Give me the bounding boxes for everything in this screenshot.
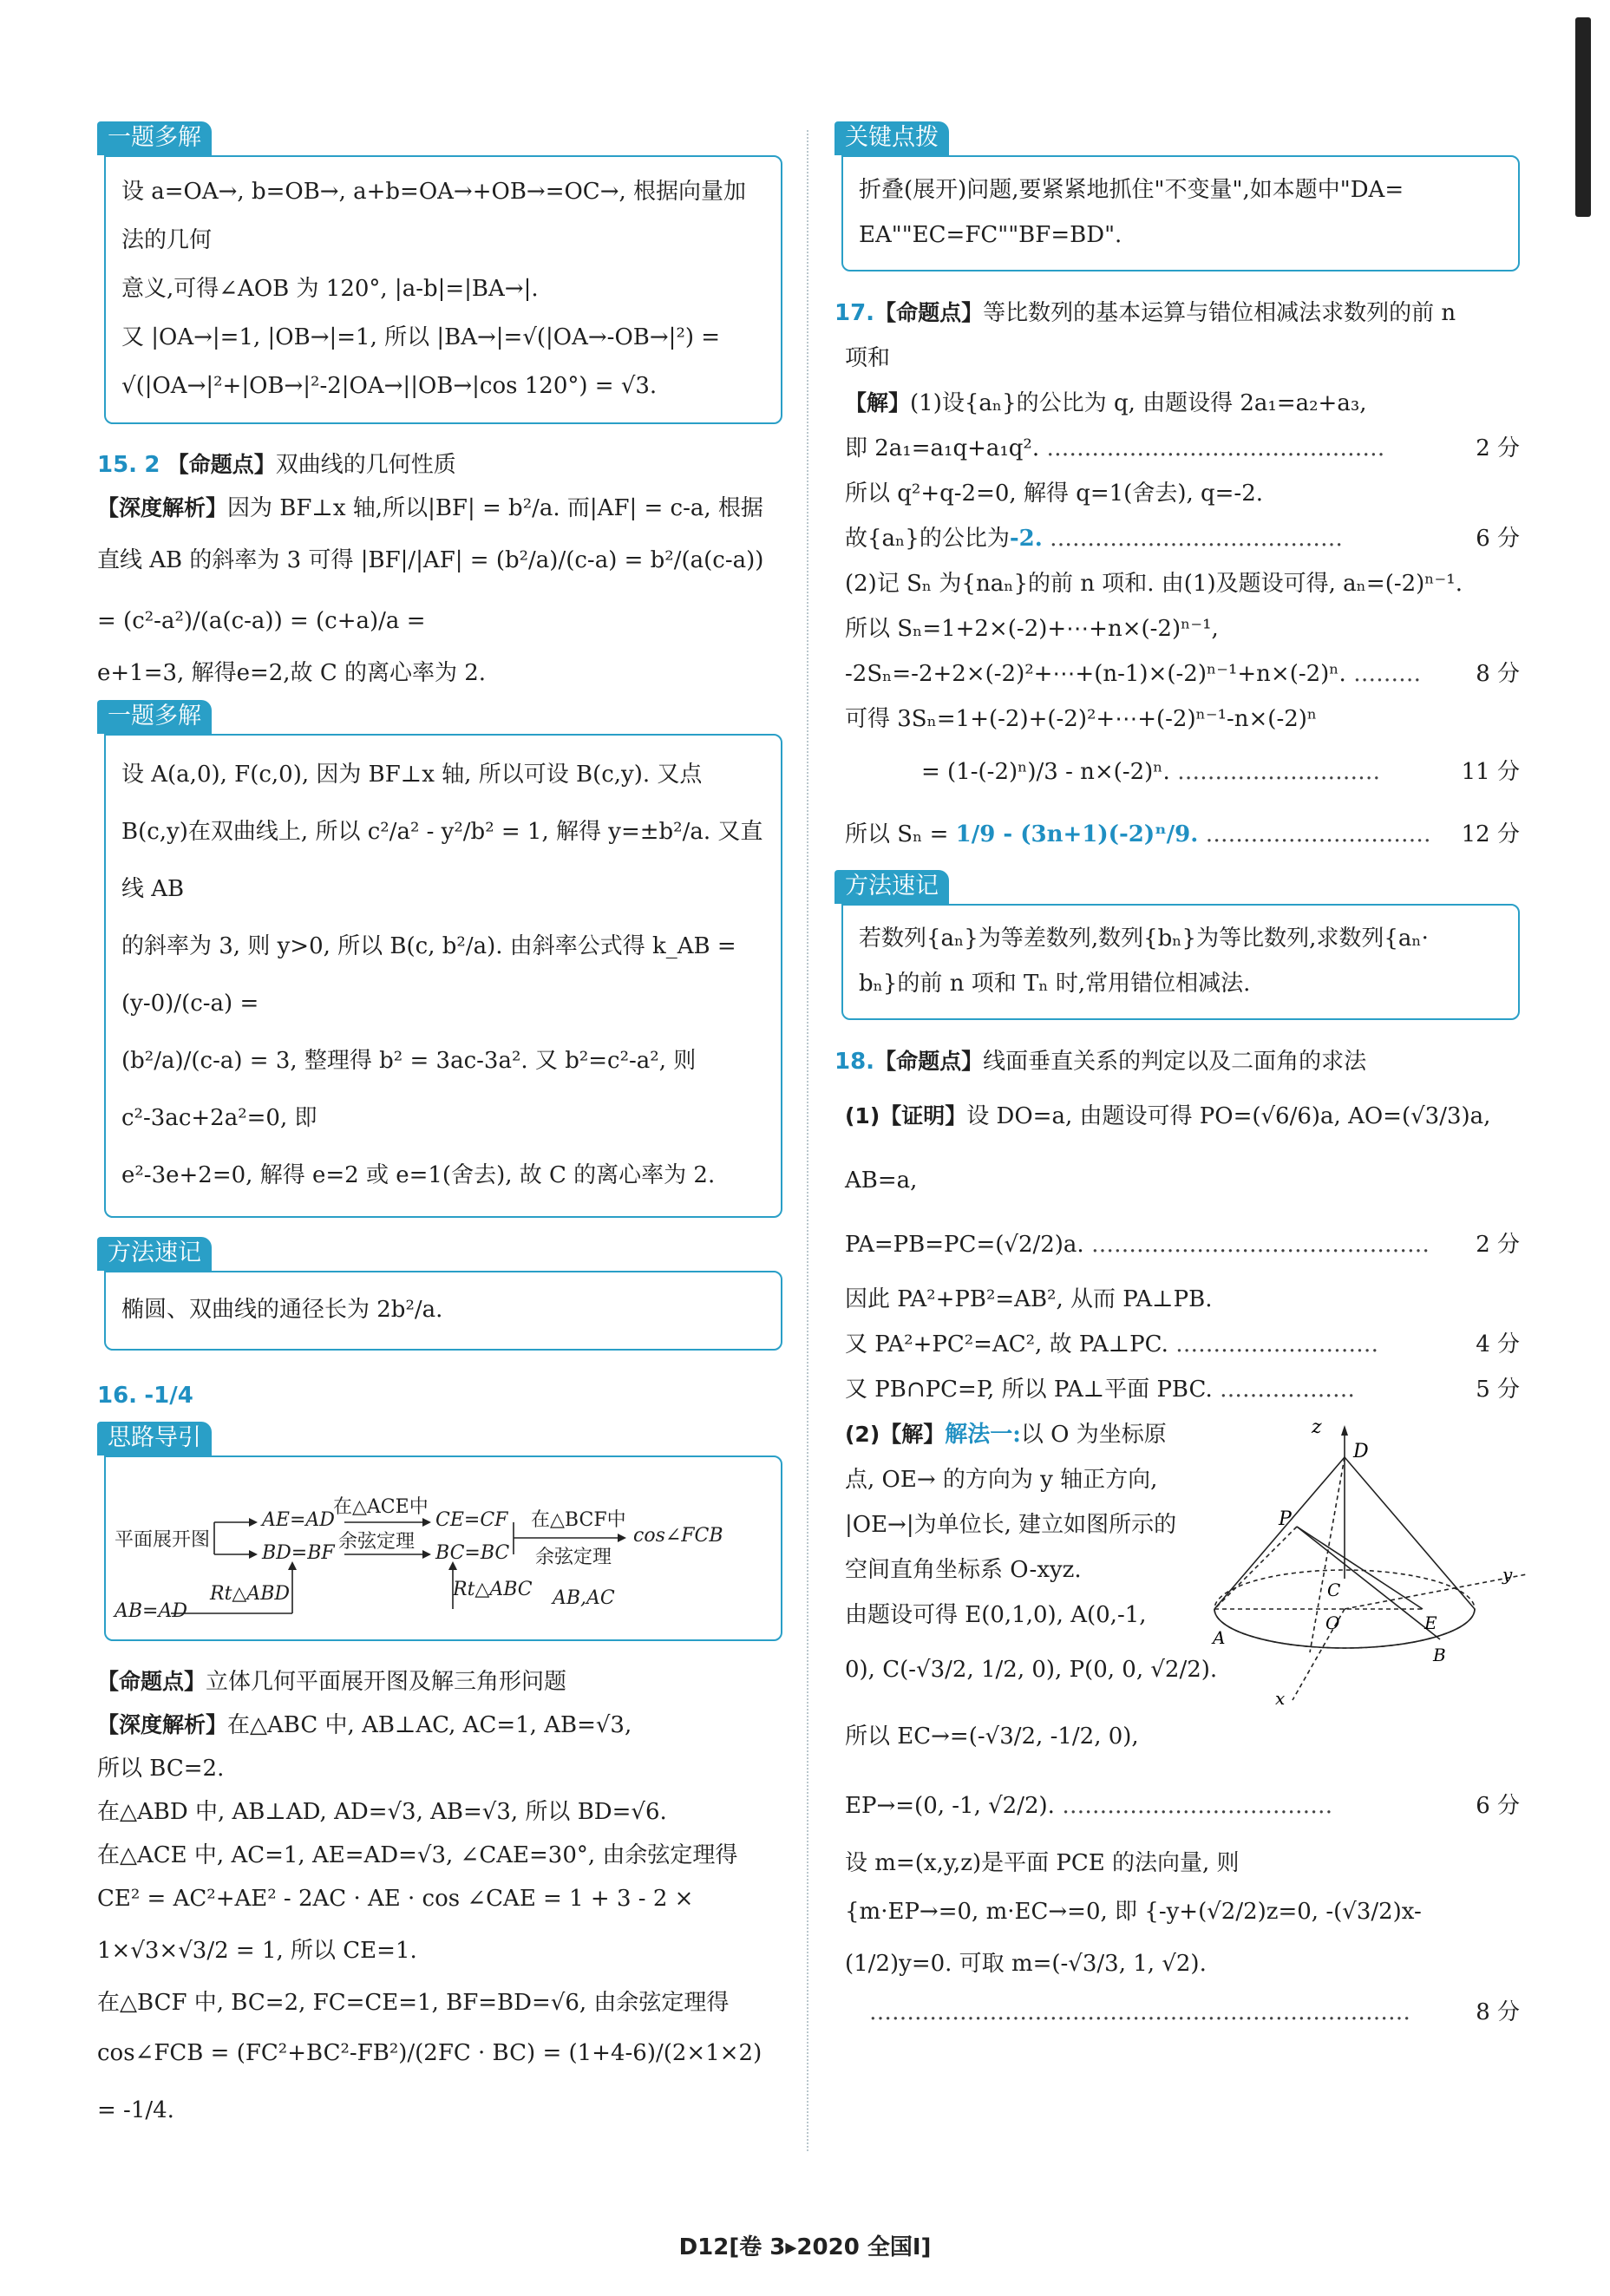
q17-line: 所以 Sₙ = 1/9 - (3n+1)(-2)ⁿ/9. ………………………… 12 分: [834, 802, 1520, 867]
box-line: 椭圆、双曲线的通径长为 2b²/a.: [121, 1297, 443, 1323]
flow-r2: Rt△ABC: [453, 1579, 533, 1600]
q15-analysis-label: 【深度解析】: [97, 495, 228, 520]
flow-a3: AB=AD: [115, 1600, 188, 1622]
q18-line: PA=PB=PC=(√2/2)a. ……………………………………… 2 分: [834, 1213, 1520, 1277]
q18-line: (2)【解】解法一:以 O 为坐标原: [845, 1422, 1167, 1448]
column-divider: [807, 130, 808, 2151]
q16-analysis-label: 【深度解析】: [97, 1712, 228, 1737]
box-tag: 方法速记: [834, 870, 949, 904]
q15-point-label: 【命题点】: [167, 452, 276, 477]
q18-number: 18.: [834, 1049, 875, 1075]
flow-t2b: 余弦定理: [535, 1547, 612, 1568]
q18-line: 又 PB∩PC=P, 所以 PA⊥平面 PBC. ……………… 5 分: [834, 1367, 1520, 1412]
q16-analysis-line: CE² = AC²+AE² - 2AC · AE · cos ∠CAE = 1 + 3 - 2 ×: [97, 1886, 694, 1912]
flow-t1b: 余弦定理: [338, 1531, 416, 1553]
score: 8 分: [1476, 661, 1520, 687]
box-line: EA""EC=FC""BF=BD".: [859, 222, 1122, 248]
q17-point-label: 【命题点】: [874, 300, 984, 325]
cone-figure: [1213, 1416, 1527, 1709]
box-method-2: [834, 870, 1520, 1020]
box-line: 折叠(展开)问题,要紧紧地抓住"不变量",如本题中"DA=: [859, 177, 1404, 203]
flow-a1: AE=AD: [262, 1509, 335, 1531]
q16-point-label: 【命题点】: [97, 1669, 206, 1694]
q16-analysis-line: 【深度解析】在△ABC 中, AB⊥AC, AC=1, AB=√3,: [97, 1712, 632, 1738]
score: 2 分: [1476, 435, 1520, 461]
box-tag: 一题多解: [97, 700, 212, 734]
q18-line: {m·EP→=0, m·EC→=0, 即 {-y+(√2/2)z=0, -(√3/2)x-(1/2)y=0. 可取 m=(-√3/3, 1, √2).: [845, 1899, 1422, 1977]
fig-label-O: O: [1325, 1612, 1340, 1633]
q17-header: [834, 291, 1520, 336]
q17-point-cont: 项和: [845, 345, 891, 371]
question-16: [97, 1370, 782, 2139]
box-line: B(c,y)在双曲线上, 所以 c²/a² - y²/b² = 1, 解得 y=±b²/a. 又直线 AB: [121, 819, 763, 902]
q18-point-label: 【命题点】: [874, 1049, 984, 1074]
fig-label-y: y: [1502, 1564, 1513, 1585]
q16-point-line: [97, 1660, 782, 1704]
flow-result: cos∠FCB: [633, 1525, 723, 1547]
score: 11 分: [1461, 759, 1520, 785]
score: 4 分: [1476, 1331, 1520, 1357]
box-line: √(|OA→|²+|OB→|²-2|OA→||OB→|cos 120°) = √3.: [121, 373, 658, 399]
q18-line: 因此 PA²+PB²=AB², 从而 PA⊥PB.: [845, 1286, 1213, 1312]
score: 12 分: [1461, 821, 1520, 847]
q18-point: 线面垂直关系的判定以及二面角的求法: [983, 1049, 1367, 1075]
fig-label-D: D: [1353, 1441, 1369, 1462]
q15-analysis-line: 【深度解析】因为 BF⊥x 轴,所以|BF| = b²/a. 而|AF| = c-a, 根据: [97, 495, 763, 521]
q17-line: 【解】(1)设{aₙ}的公比为 q, 由题设得 2a₁=a₂+a₃,: [845, 390, 1367, 416]
right-column: [834, 121, 1520, 2035]
q17-line: = (1-(-2)ⁿ)/3 - n×(-2)ⁿ. ……………………… 11 分: [834, 742, 1520, 802]
question-15: [97, 443, 782, 1351]
q15-point: 双曲线的几何性质: [275, 452, 456, 478]
q16-analysis-line: 所以 BC=2.: [97, 1756, 225, 1782]
box-body: [104, 734, 782, 1218]
box-method-1: [97, 1237, 782, 1351]
box-body: [104, 1271, 782, 1351]
q16-answer: -1/4: [144, 1383, 193, 1409]
q15-number: 15.: [97, 452, 138, 478]
q15-answer: 2: [144, 452, 160, 478]
box-tag: 关键点拨: [834, 121, 949, 155]
q18-line: 设 m=(x,y,z)是平面 PCE 的法向量, 则: [845, 1850, 1240, 1876]
q16-point: 立体几何平面展开图及解三角形问题: [206, 1669, 567, 1695]
q18-line: 所以 EC→=(-√3/2, -1/2, 0),: [845, 1724, 1139, 1750]
q17-line: 所以 Sₙ=1+2×(-2)+⋯+n×(-2)ⁿ⁻¹,: [845, 616, 1219, 642]
q18-line: (1)【证明】设 DO=a, 由题设可得 PO=(√6/6)a, AO=(√3/3)a, AB=a,: [845, 1103, 1491, 1194]
q15-analysis-line: 直线 AB 的斜率为 3 可得 |BF|/|AF| = (b²/a)/(c-a) = b²/(a(c-a)) = (c²-a²)/(a(c-a)) = (c+a)/a =: [97, 547, 764, 634]
box-line: 的斜率为 3, 则 y>0, 所以 B(c, b²/a). 由斜率公式得 k_AB = (y-0)/(c-a) =: [121, 933, 736, 1017]
box-line: 设 a=OA→, b=OB→, a+b=OA→+OB→=OC→, 根据向量加法的几何: [121, 179, 747, 253]
q18-method1: 解法一:: [945, 1422, 1021, 1448]
q18-line: 又 PA²+PC²=AC², 故 PA⊥PC. ……………………… 4 分: [834, 1322, 1520, 1367]
box-body: [104, 155, 782, 424]
fig-label-A: A: [1213, 1627, 1226, 1648]
q17-point: 等比数列的基本运算与错位相减法求数列的前 n: [983, 300, 1456, 326]
fig-label-B: B: [1433, 1645, 1446, 1665]
cone-diagram: [1213, 1416, 1527, 1709]
q17-line: 即 2a₁=a₁q+a₁q². ……………………………………… 2 分: [834, 426, 1520, 471]
q17-line: 可得 3Sₙ=1+(-2)+(-2)²+⋯+(-2)ⁿ⁻¹-n×(-2)ⁿ: [845, 706, 1318, 732]
q18-line: 由题设可得 E(0,1,0), A(0,-1,: [845, 1602, 1147, 1628]
box-line: 设 A(a,0), F(c,0), 因为 BF⊥x 轴, 所以可设 B(c,y). 又点: [121, 762, 703, 788]
flow-start: 平面展开图: [115, 1529, 211, 1551]
score: 2 分: [1476, 1232, 1520, 1258]
page-edge-binding: [1575, 17, 1591, 217]
q16-analysis-line: cos∠FCB = (FC²+BC²-FB²)/(2FC · BC) = (1+4-6)/(2×1×2) = -1/4.: [97, 2040, 762, 2123]
box-tag: 方法速记: [97, 1237, 212, 1271]
flow-m2: BC=BC: [435, 1542, 510, 1564]
box-body: [841, 904, 1520, 1020]
q16-analysis-line: 在△BCF 中, BC=2, FC=CE=1, BF=BD=√6, 由余弦定理得: [97, 1990, 730, 2016]
flow-r1: Rt△ABD: [210, 1583, 291, 1605]
q17-ratio-answer: -2.: [1009, 526, 1043, 552]
q17-line: 故{aₙ}的公比为-2. ………………………………… 6 分: [834, 516, 1520, 561]
q15-header: [97, 443, 782, 487]
q17-final-answer: 1/9 - (3n+1)(-2)ⁿ/9.: [955, 821, 1199, 847]
q18-line: |OE→|为单位长, 建立如图所示的: [845, 1512, 1177, 1538]
flow-t1: 在△ACE中: [333, 1496, 429, 1518]
fig-label-E: E: [1424, 1612, 1437, 1633]
fig-label-x: x: [1275, 1688, 1286, 1709]
box-alt-solution-2: [97, 700, 782, 1218]
box-line: (b²/a)/(c-a) = 3, 整理得 b² = 3ac-3a². 又 b²=c²-a², 则 c²-3ac+2a²=0, 即: [121, 1048, 697, 1131]
q17-line: 所以 q²+q-2=0, 解得 q=1(舍去), q=-2.: [845, 481, 1264, 507]
q18-line: 0), C(-√3/2, 1/2, 0), P(0, 0, √2/2).: [845, 1657, 1218, 1683]
question-17: [834, 291, 1520, 1020]
q18-proof-label: (1)【证明】: [845, 1103, 967, 1128]
box-tag: 思路导引: [97, 1422, 212, 1455]
q18-line: ……………………………………………………………… 8 分: [834, 1990, 1520, 2035]
flow-r3: AB,AC: [553, 1587, 615, 1609]
q18-part2: [834, 1412, 1209, 1638]
box-line: 意义,可得∠AOB 为 120°, |a-b|=|BA→|.: [121, 276, 539, 302]
fig-label-P: P: [1279, 1508, 1292, 1530]
box-key-point: [834, 121, 1520, 271]
score: 8 分: [1476, 1999, 1520, 2025]
page-footer: D12[卷 3▸2020 全国Ⅰ]: [678, 2234, 932, 2260]
score: 5 分: [1476, 1377, 1520, 1403]
q17-line: -2Sₙ=-2+2×(-2)²+⋯+(n-1)×(-2)ⁿ⁻¹+n×(-2)ⁿ. ……… 8 分: [834, 651, 1520, 697]
box-thought-guide: [97, 1422, 782, 1641]
flow-t2: 在△BCF中: [531, 1509, 626, 1531]
flow-m1: CE=CF: [435, 1509, 508, 1531]
q15-analysis-line: e+1=3, 解得e=2,故 C 的离心率为 2.: [97, 660, 487, 686]
q16-analysis-line: 在△ACE 中, AC=1, AE=AD=√3, ∠CAE=30°, 由余弦定理得: [97, 1842, 738, 1868]
q17-number: 17.: [834, 300, 875, 326]
q16-analysis-line: 在△ABD 中, AB⊥AD, AD=√3, AB=√3, 所以 BD=√6.: [97, 1799, 667, 1825]
fig-label-C: C: [1327, 1580, 1341, 1600]
box-tag: 一题多解: [97, 121, 212, 155]
q16-header: [97, 1370, 782, 1422]
score: 6 分: [1476, 526, 1520, 552]
q18-line: EP→=(0, -1, √2/2). ……………………………… 6 分: [834, 1771, 1520, 1841]
box-alt-solution-1: [97, 121, 782, 424]
box-line: bₙ}的前 n 项和 Tₙ 时,常用错位相减法.: [859, 971, 1251, 997]
box-body: [841, 155, 1520, 271]
q17-sol-label: 【解】: [845, 390, 911, 415]
q18-line: 空间直角坐标系 O-xyz.: [845, 1557, 1082, 1583]
q18-sol-label: (2)【解】: [845, 1422, 946, 1447]
left-column: [97, 121, 782, 2139]
flowchart: [104, 1455, 782, 1641]
flow-a2: BD=BF: [262, 1542, 335, 1564]
q18-header: [834, 1039, 1520, 1084]
box-line: 若数列{aₙ}为等差数列,数列{bₙ}为等比数列,求数列{aₙ·: [859, 926, 1429, 952]
box-line: e²-3e+2=0, 解得 e=2 或 e=1(舍去), 故 C 的离心率为 2.: [121, 1162, 716, 1188]
q18-line: 点, OE→ 的方向为 y 轴正方向,: [845, 1467, 1158, 1493]
score: 6 分: [1476, 1793, 1520, 1819]
box-line: 又 |OA→|=1, |OB→|=1, 所以 |BA→|=√(|OA→-OB→|²) =: [121, 324, 721, 350]
q16-analysis-line: 1×√3×√3/2 = 1, 所以 CE=1.: [97, 1938, 417, 1964]
q16-number: 16.: [97, 1383, 138, 1409]
fig-label-z: z: [1312, 1416, 1322, 1438]
q17-line: (2)记 Sₙ 为{naₙ}的前 n 项和. 由(1)及题设可得, aₙ=(-2)ⁿ⁻¹.: [845, 571, 1463, 597]
